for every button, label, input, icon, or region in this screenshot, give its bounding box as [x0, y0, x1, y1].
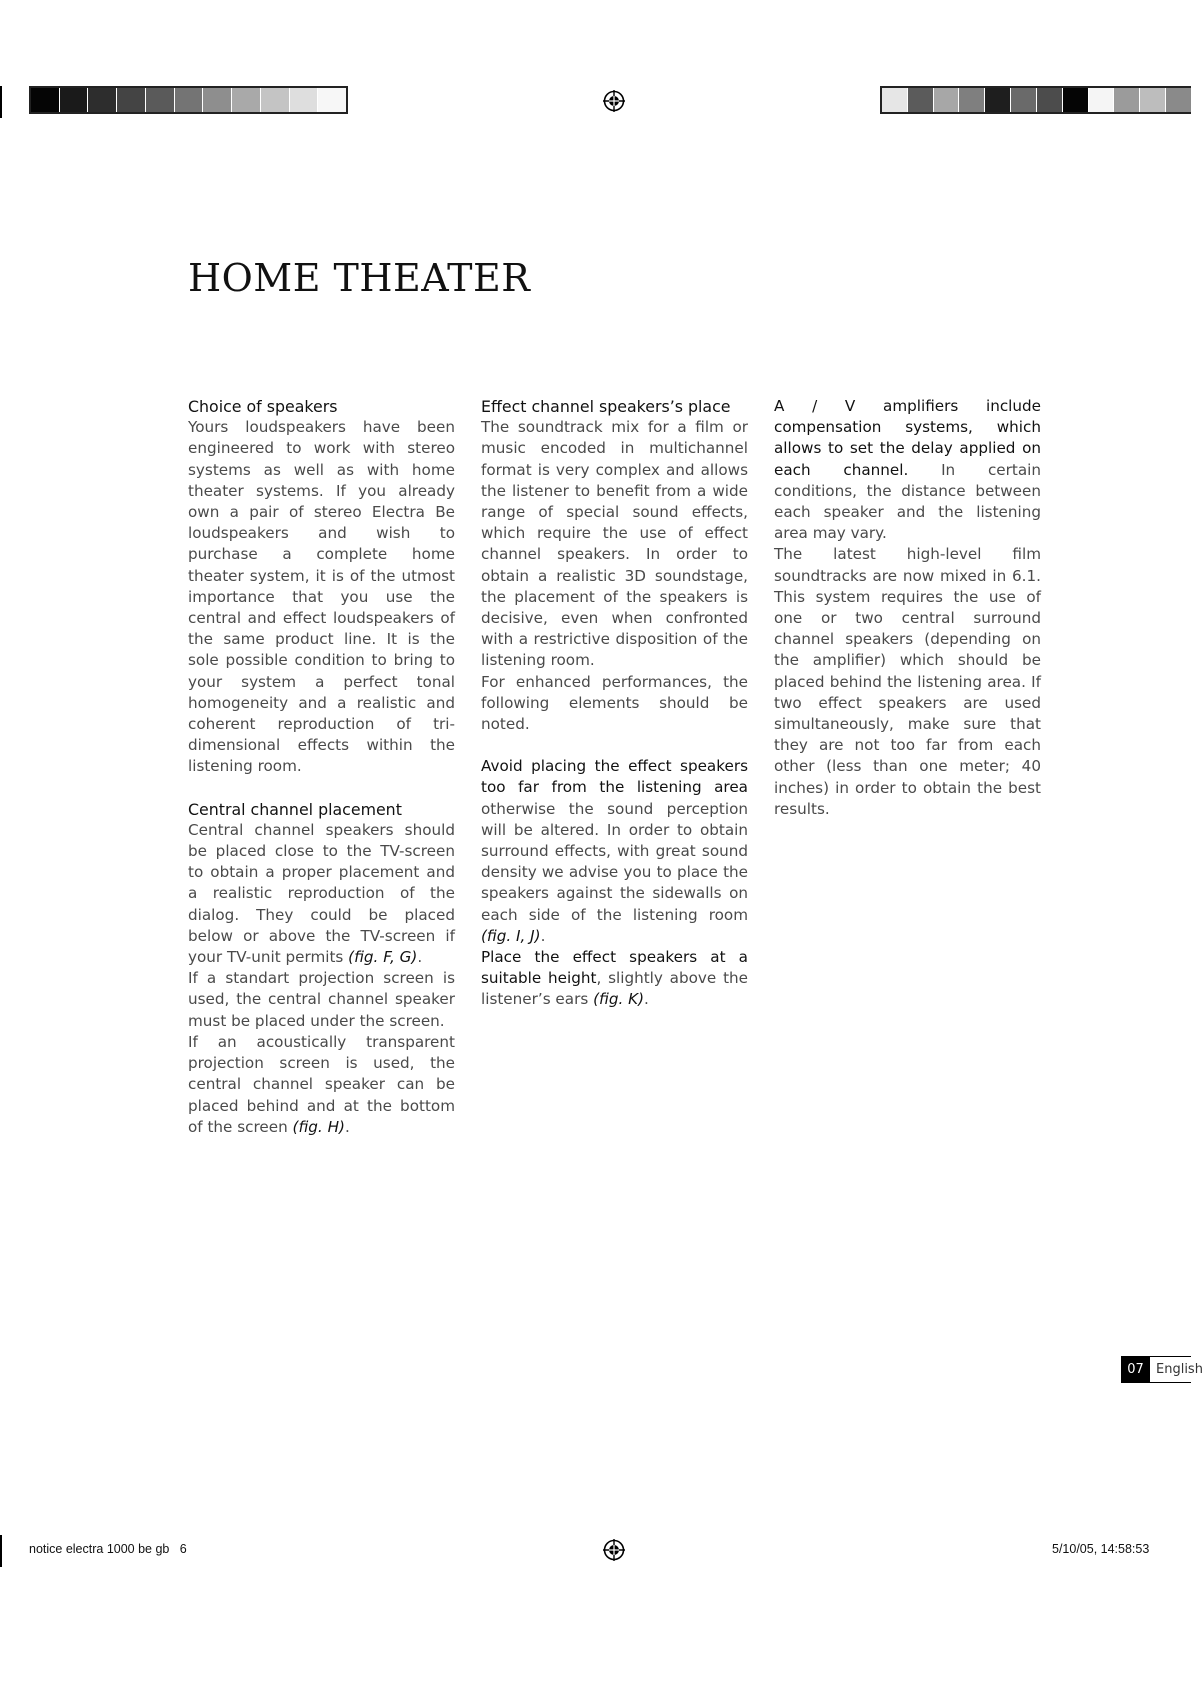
color-swatch: [317, 88, 346, 112]
color-swatch: [882, 88, 907, 112]
page-number: 07: [1121, 1356, 1150, 1383]
figure-reference: (fig. K): [593, 990, 644, 1009]
color-swatch: [1139, 88, 1165, 112]
paragraph-lead: Place the effect speakers at a suitable height: [481, 948, 748, 988]
grayscale-color-bar-right: [880, 86, 1191, 114]
color-swatch: [174, 88, 203, 112]
paragraph: [481, 756, 748, 947]
paragraph-text: Central channel speakers should be placed close to the TV-screen to obtain a proper placement and a realistic reproduction of the dialog. They could be placed below or above the TV-screen if your TV-unit permits: [188, 820, 455, 967]
section-heading-central-channel: Central channel placement: [188, 799, 402, 819]
paragraph-end: .: [417, 948, 423, 967]
paragraph: Yours loudspeakers have been engineered to work with stereo systems as well as with home theater systems. If you already own a pair of stereo Electra Be loudspeakers and wish to purchase a complete home theater system, it is of the utmost importance that you use the central and effect loudspeakers of the same product line. It is the sole possible condition to bring to your system a perfect tonal homogeneity and a realistic and coherent reproduction of tri-dimensional effects within the listening room.: [188, 418, 455, 776]
section-heading-choice-of-speakers: Choice of speakers: [188, 397, 338, 416]
page-language: English: [1150, 1356, 1191, 1383]
color-swatch: [87, 88, 116, 112]
paragraph-text: If an acoustically transparent projection screen is used, the central channel speaker can be placed behind and at the bottom of the screen: [188, 1032, 455, 1136]
color-swatch: [958, 88, 984, 112]
paragraph-end: .: [540, 926, 546, 945]
text-column-1: [188, 396, 455, 1138]
color-swatch: [260, 88, 289, 112]
color-swatch: [289, 88, 318, 112]
paragraph: For enhanced performances, the following elements should be noted.: [481, 672, 748, 734]
figure-reference: (fig. I, J): [481, 926, 541, 945]
paragraph: [188, 820, 455, 968]
paragraph: [188, 1032, 455, 1138]
print-slug-timestamp: 5/10/05, 14:58:53: [1052, 1542, 1150, 1556]
paragraph-lead: Avoid placing the effect speakers too far from the listening area: [481, 757, 748, 797]
color-swatch: [1062, 88, 1088, 112]
color-swatch: [116, 88, 145, 112]
color-swatch: [202, 88, 231, 112]
color-swatch: [907, 88, 933, 112]
registration-mark-icon: [603, 1539, 625, 1561]
page-number-tab: [1121, 1356, 1203, 1383]
paragraph-lead: A / V amplifiers include compensation systems, which allows to set the delay applied on each channel.: [774, 397, 1041, 479]
color-swatch: [984, 88, 1010, 112]
color-swatch: [231, 88, 260, 112]
color-swatch: [1036, 88, 1062, 112]
paragraph: The soundtrack mix for a film or music encoded in multichannel format is very complex and allows the listener to benefit from a wide range of special sound effects, which require the use of effect channel speakers. In order to obtain a realistic 3D soundstage, the placement of the speakers is decisive, even when confronted with a restrictive disposition of the listening room.: [481, 418, 748, 670]
paragraph: The latest high-level film soundtracks are now mixed in 6.1. This system requires the use of one or two central surround channel speakers (depending on the amplifier) which should be placed behind the listening area. If two effect speakers are used simultaneously, make sure that they are not too far from each other (less than one meter; 40 inches) in order to obtain the best results.: [774, 545, 1041, 818]
figure-reference: (fig. F, G): [348, 948, 418, 967]
color-swatch: [1088, 88, 1114, 112]
paragraph-end: .: [644, 990, 649, 1009]
color-swatch: [31, 88, 59, 112]
paragraph: [774, 396, 1041, 544]
page-title: HOME THEATER: [188, 256, 531, 300]
grayscale-color-bar-left: [29, 86, 348, 114]
registration-mark-icon: [603, 90, 625, 112]
crop-mark-top-left: [0, 86, 2, 118]
paragraph-text: otherwise the sound perception will be altered. In order to obtain surround effects, with great sound density we advise you to place the speakers against the sidewalls on each side of the listening room: [481, 799, 748, 924]
crop-mark-bottom-left: [0, 1535, 2, 1567]
paragraph: [481, 947, 748, 1011]
paragraph-end: .: [344, 1117, 350, 1136]
figure-reference: (fig. H): [292, 1117, 345, 1136]
color-swatch: [933, 88, 959, 112]
color-swatch: [1010, 88, 1036, 112]
section-heading-effect-channel: Effect channel speakers’s place: [481, 397, 731, 416]
paragraph-text: In certain conditions, the distance between each speaker and the listening area may vary.: [774, 460, 1041, 543]
color-swatch: [59, 88, 88, 112]
color-swatch: [1113, 88, 1139, 112]
text-column-3: [774, 396, 1041, 820]
paragraph-text: , slightly above the listener’s ears: [481, 969, 748, 1009]
paragraph: If a standart projection screen is used, the central channel speaker must be placed under the screen.: [188, 969, 455, 1030]
text-column-2: [481, 396, 748, 1011]
color-swatch: [1165, 88, 1191, 112]
color-swatch: [145, 88, 174, 112]
print-slug-filename: notice electra 1000 be gb 6: [29, 1542, 187, 1556]
